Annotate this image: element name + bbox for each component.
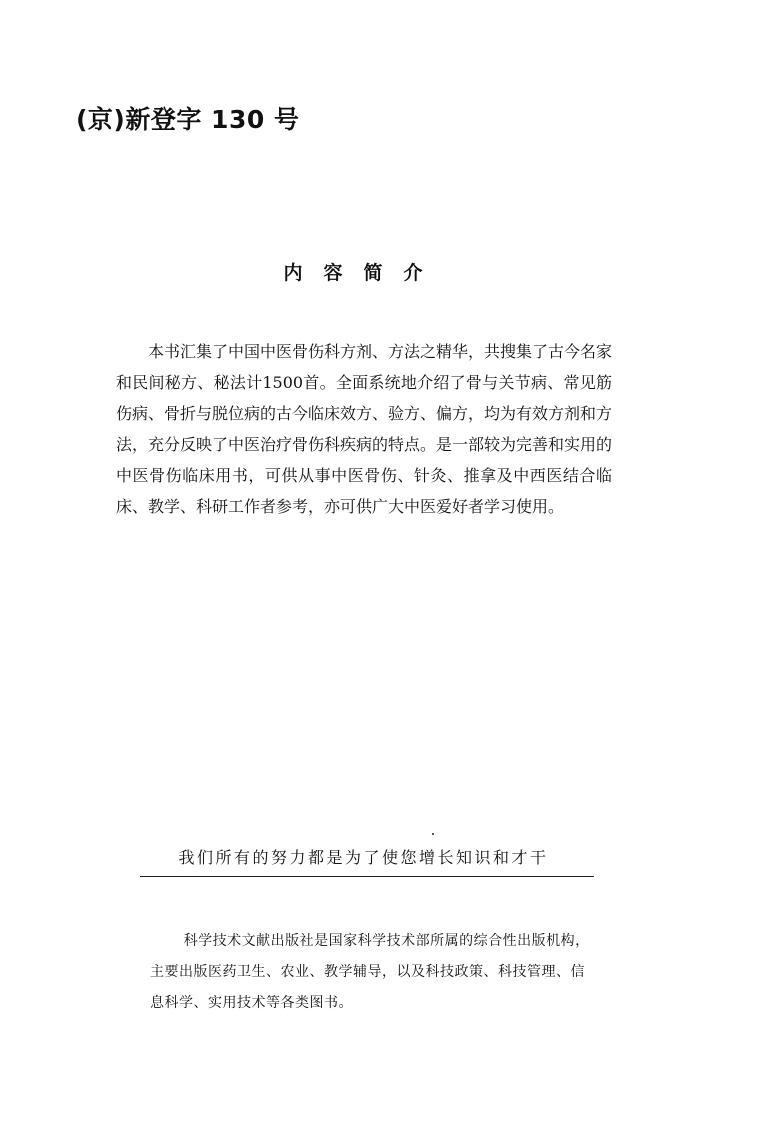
- registration-number: (京)新登字 130 号: [76, 105, 300, 134]
- publisher-slogan: 我们所有的努力都是为了使您增长知识和才干: [178, 848, 549, 867]
- decorative-dot: [432, 833, 434, 835]
- summary-title: 内容简介: [283, 262, 444, 284]
- slogan-divider: [140, 876, 594, 877]
- summary-body: 本书汇集了中国中医骨伤科方剂、方法之精华，共搜集了古今名家和民间秘方、秘法计1500首。全面系统地介绍了骨与关节病、常见筋伤病、骨折与脱位病的古今临床效方、验方、偏方，均为有效方剂和方法，充分反映了中医治疗骨伤科疾病的特点。是一部较为完善和实用的中医骨伤临床用书，可供从事中医骨伤、针灸、推拿及中西医结合临床、教学、科研工作者参考，亦可供广大中医爱好者学习使用。: [116, 342, 613, 516]
- publisher-description: 科学技术文献出版社是国家科学技术部所属的综合性出版机构，主要出版医药卫生、农业、教学辅导，以及科技政策、科技管理、信息科学、实用技术等各类图书。: [150, 933, 590, 1011]
